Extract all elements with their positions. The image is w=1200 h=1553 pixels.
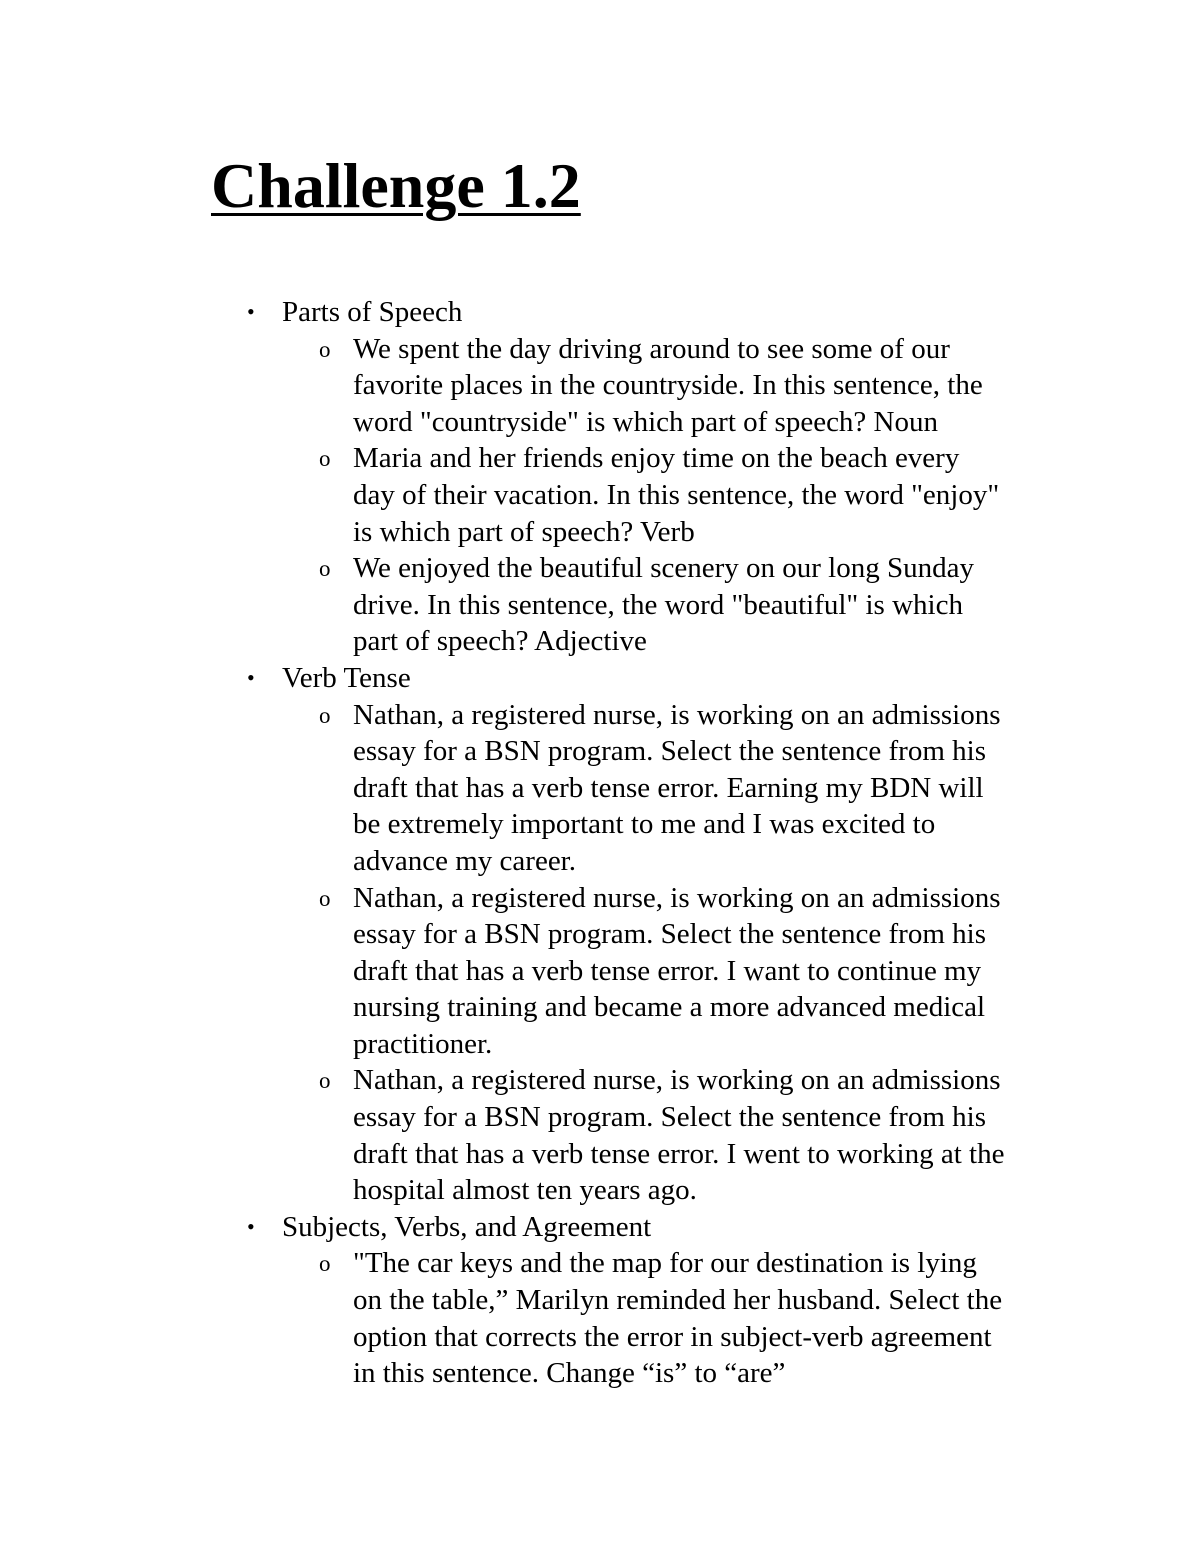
list-item	[0, 440, 1063, 550]
page-title: Challenge 1.2	[211, 150, 581, 221]
section-heading	[0, 294, 1200, 331]
item-text-line: "The car keys and the map for our destination is lying	[353, 1247, 977, 1280]
list-item	[0, 550, 1063, 660]
section-heading	[0, 660, 1200, 697]
section-item-list	[0, 1245, 1200, 1391]
list-item	[0, 697, 1063, 880]
item-text-line: word "countryside" is which part of speech? Noun	[353, 405, 938, 438]
bullet-icon: •	[247, 1213, 255, 1239]
sub-bullet-icon: o	[319, 702, 331, 728]
item-text-line: essay for a BSN program. Select the sentence from his	[353, 918, 986, 951]
list-item	[0, 331, 1063, 441]
item-text-line: drive. In this sentence, the word "beautiful" is which	[353, 588, 963, 621]
item-text-line: draft that has a verb tense error. Earning my BDN will	[353, 771, 984, 804]
sub-bullet-icon: o	[319, 336, 331, 362]
section-verb-tense	[0, 660, 1200, 1209]
item-text-line: on the table,” Marilyn reminded her husband. Select the	[353, 1284, 1003, 1317]
item-text-line: option that corrects the error in subject-verb agreement	[353, 1320, 992, 1353]
section-heading-label: Parts of Speech	[282, 296, 463, 328]
item-text-line: draft that has a verb tense error. I want to continue my	[353, 954, 982, 987]
section-item-list	[0, 331, 1200, 660]
item-text-line: Nathan, a registered nurse, is working on an admissions	[353, 1064, 1001, 1097]
item-text-line: Nathan, a registered nurse, is working on an admissions	[353, 881, 1001, 914]
item-text-line: favorite places in the countryside. In this sentence, the	[353, 369, 983, 402]
list-item	[0, 880, 1063, 1063]
item-text-line: be extremely important to me and I was excited to	[353, 808, 936, 841]
item-text-line: nursing training and became a more advanced medical	[353, 991, 986, 1024]
section-item-list	[0, 697, 1200, 1209]
sub-bullet-icon: o	[319, 885, 331, 911]
item-text-line: part of speech? Adjective	[353, 625, 647, 658]
item-text-line: draft that has a verb tense error. I went to working at the	[353, 1137, 1005, 1170]
item-text-line: We spent the day driving around to see some of our	[353, 332, 950, 365]
item-text-line: hospital almost ten years ago.	[353, 1174, 697, 1207]
section-parts-of-speech	[0, 294, 1200, 660]
list-item	[0, 1062, 1063, 1208]
outline-list	[0, 294, 1200, 1392]
item-text-line: essay for a BSN program. Select the sentence from his	[353, 735, 986, 768]
section-heading	[0, 1209, 1200, 1246]
item-text-line: essay for a BSN program. Select the sentence from his	[353, 1101, 986, 1134]
list-item	[0, 1245, 1063, 1391]
bullet-icon: •	[247, 664, 255, 690]
item-text-line: Nathan, a registered nurse, is working on an admissions	[353, 698, 1001, 731]
section-subject-verb-agreement	[0, 1209, 1200, 1392]
item-text-line: practitioner.	[353, 1027, 493, 1060]
item-text-line: in this sentence. Change “is” to “are”	[353, 1357, 786, 1390]
sub-bullet-icon: o	[319, 556, 331, 582]
item-text-line: We enjoyed the beautiful scenery on our long Sunday	[353, 552, 974, 585]
bullet-icon: •	[247, 299, 255, 324]
sub-bullet-icon: o	[319, 1068, 331, 1094]
section-heading-label: Verb Tense	[282, 661, 411, 694]
item-text-line: advance my career.	[353, 844, 576, 877]
item-text-line: day of their vacation. In this sentence, the word "enjoy"	[353, 478, 1000, 511]
item-text-line: Maria and her friends enjoy time on the beach every	[353, 442, 960, 475]
sub-bullet-icon: o	[319, 1251, 331, 1277]
sub-bullet-icon: o	[319, 446, 331, 472]
section-heading-label: Subjects, Verbs, and Agreement	[282, 1210, 652, 1243]
item-text-line: is which part of speech? Verb	[353, 515, 695, 548]
